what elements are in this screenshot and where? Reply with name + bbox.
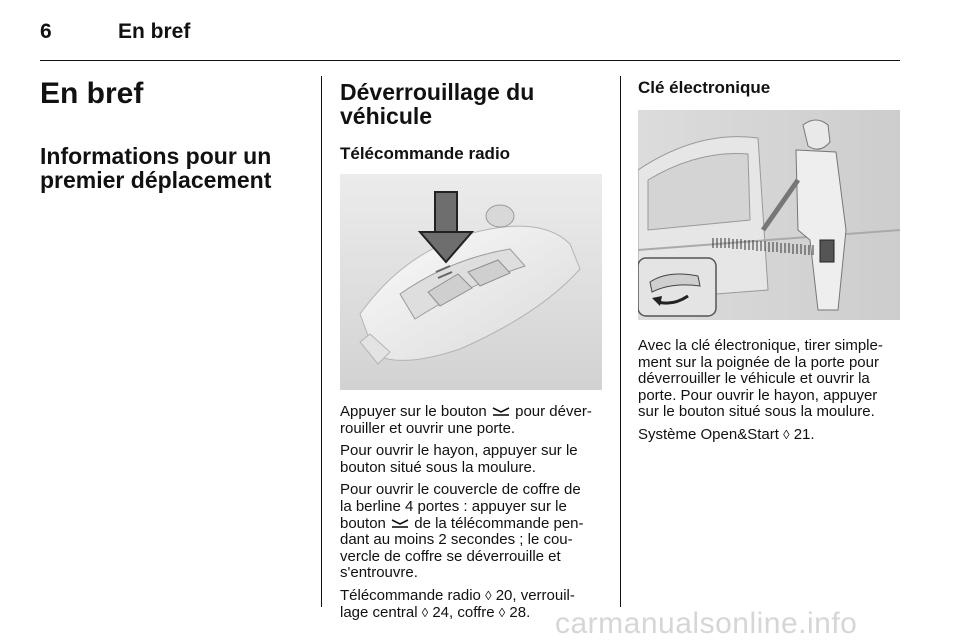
page-ref-link[interactable]: 24, coffre xyxy=(432,603,495,621)
section-heading: Clé électronique xyxy=(638,78,771,97)
page-number: 6 xyxy=(40,20,52,43)
right-column xyxy=(638,78,903,450)
paragraph-trunk: Pour ouvrir le couvercle de coffre de la berline 4 portes : appuyer sur le bouton de la télécommande pen- dant au moins 2 secondes ; le cou- vercle de coffre se déverrouille et s'entrouvre. xyxy=(340,481,584,582)
header-rule xyxy=(40,60,900,61)
reference-arrow-icon: ◊ xyxy=(421,604,429,620)
remote-key-illustration xyxy=(340,174,602,390)
section-heading: Déverrouillage du véhicule xyxy=(340,79,535,129)
subsection-heading: Télécommande radio xyxy=(340,144,511,163)
electronic-key-illustration xyxy=(638,110,900,320)
reference-arrow-icon: ◊ xyxy=(498,604,506,620)
middle-column xyxy=(340,80,608,627)
paragraph-unlock: Appuyer sur le bouton pour déver- rouiller et ouvrir une porte. xyxy=(340,403,592,437)
paragraph-references: Télécommande radio ◊ 20, verrouil- lage central ◊ 24, coffre ◊ 28. xyxy=(340,586,575,621)
paragraph-tailgate: Pour ouvrir le hayon, appuyer sur le bouton situé sous la moulure. xyxy=(340,442,578,476)
unlock-button-icon xyxy=(491,405,511,417)
chapter-title: En bref xyxy=(40,77,144,110)
reference-arrow-icon: ◊ xyxy=(485,587,492,603)
column-divider-2 xyxy=(620,76,621,607)
paragraph-electronic-key: Avec la clé électronique, tirer simple- ment sur la poignée de la porte pour déverrouiller le véhicule et ouvrir la porte. Pour ouvrir le hayon, appuyer sur le bouton situé sous la moulure. xyxy=(638,337,883,421)
page-ref-link[interactable]: 28. xyxy=(509,603,531,621)
page-ref-link[interactable]: 20, verrouil- xyxy=(495,586,575,604)
page-ref-link[interactable]: 21. xyxy=(793,425,815,443)
column-divider-1 xyxy=(321,76,322,607)
watermark: carmanualsonline.info xyxy=(555,607,858,640)
section-title: Informations pour un premier déplacement xyxy=(40,143,272,193)
paragraph-open-start: Système Open&Start ◊ 21. xyxy=(638,425,815,443)
running-header: En bref xyxy=(118,20,191,43)
unlock-button-icon xyxy=(390,517,410,529)
reference-arrow-icon: ◊ xyxy=(783,426,790,442)
left-column xyxy=(40,78,310,192)
